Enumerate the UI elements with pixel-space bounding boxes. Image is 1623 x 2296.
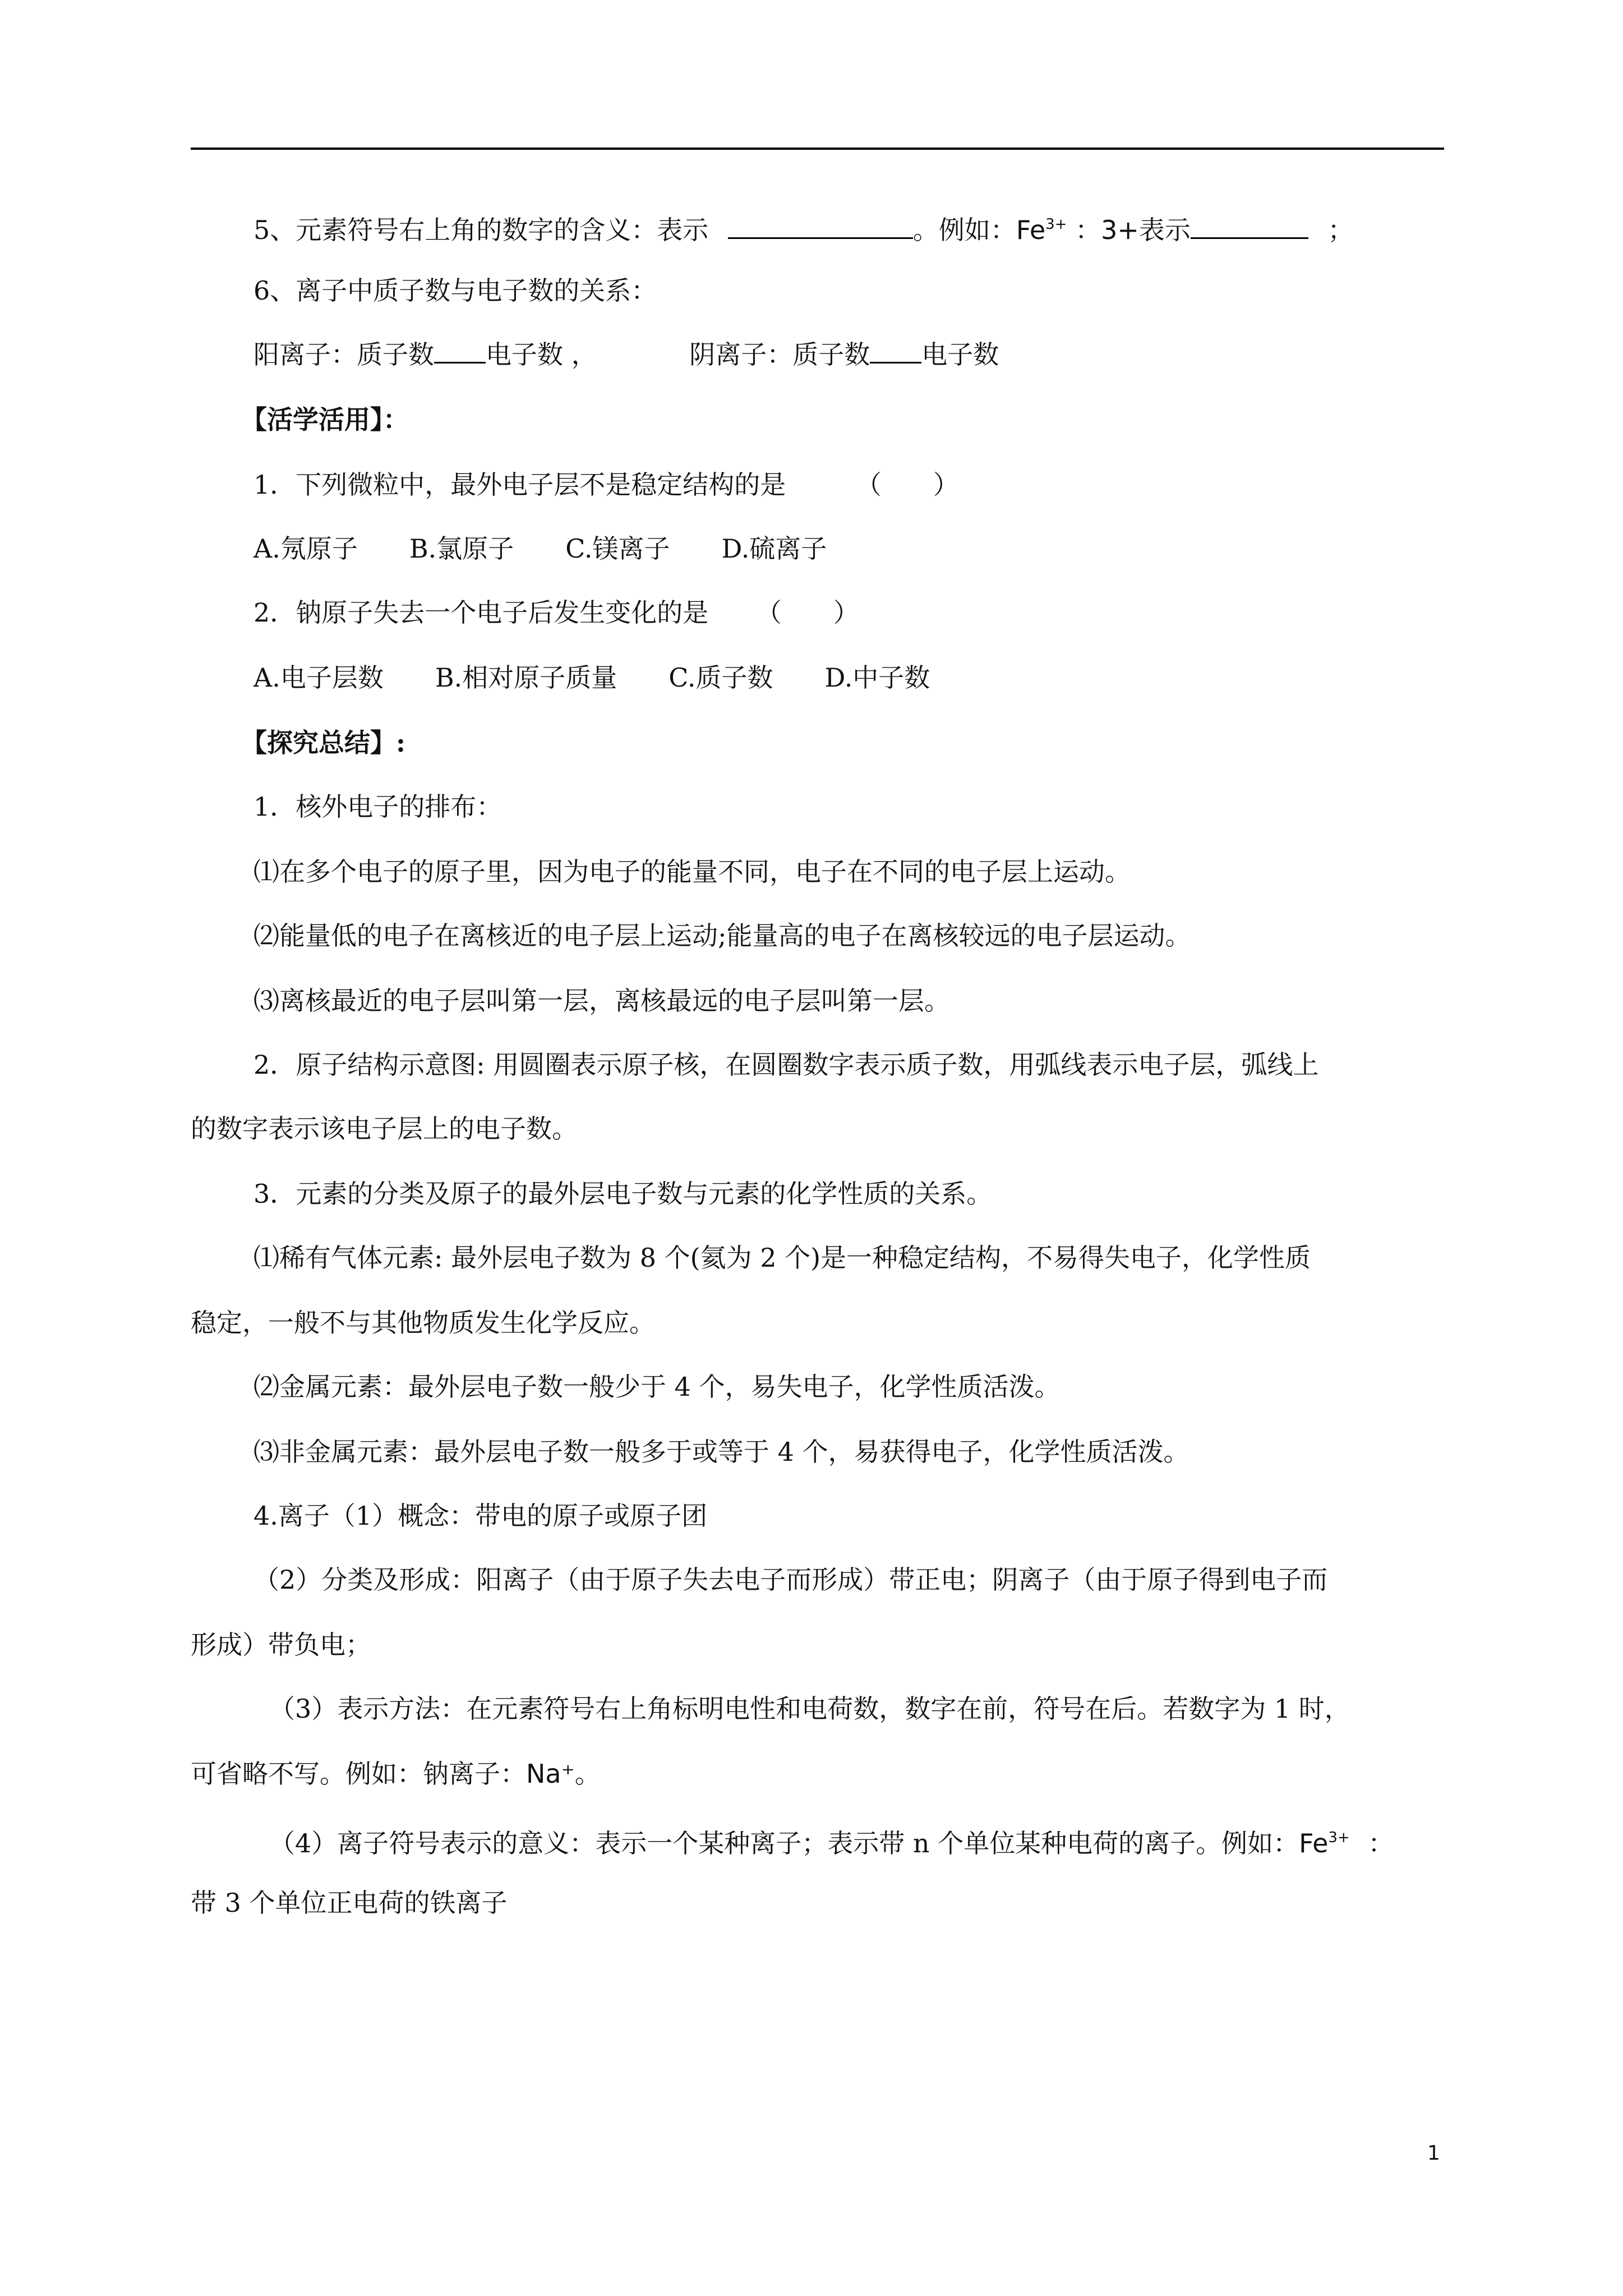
item-5-mid: 。例如： <box>912 215 1016 245</box>
anion-label: 阴离子：质子数 <box>689 339 870 370</box>
summary-4b-line2: 形成）带负电； <box>191 1630 371 1660</box>
summary-4d-colon: ： <box>1368 1828 1394 1858</box>
summary-2-line2: 的数字表示该电子层上的电子数。 <box>191 1114 578 1144</box>
cation-label: 阳离子：质子数 <box>253 339 434 370</box>
blank-anion[interactable] <box>870 361 921 364</box>
summary-4c-line2 <box>191 1758 601 1789</box>
summary-4d-line2: 带 3 个单位正电荷的铁离子 <box>191 1888 508 1918</box>
summary-3a-line2: 稳定，一般不与其他物质发生化学反应。 <box>191 1308 655 1338</box>
item-5-colon-part: ：3+表示 <box>1075 215 1191 245</box>
practice-2-answer-paren[interactable]: （ ） <box>755 597 859 628</box>
fe-charge: 3+ <box>1045 216 1067 233</box>
summary-2-line1: 2．原子结构示意图: 用圆圈表示原子核，在圆圈数字表示质子数，用弧线表示电子层，弧线上 <box>253 1050 1319 1080</box>
summary-4c-line1: （3）表示方法：在元素符号右上角标明电性和电荷数，数字在前，符号在后。若数字为 1 时， <box>269 1694 1350 1724</box>
practice-2-options: A.电子层数 B.相对原子质量 C.质子数 D.中子数 <box>253 662 930 693</box>
summary-4b-line1: （2）分类及形成：阳离子（由于原子失去电子而形成）带正电；阴离子（由于原子得到电子而 <box>253 1565 1328 1595</box>
page-number: 1 <box>1427 2142 1440 2165</box>
practice-2-question: 2．钠原子失去一个电子后发生变化的是 <box>253 597 709 628</box>
summary-4a: 4.离子（1）概念：带电的原子或原子团 <box>253 1501 708 1531</box>
section-apply-heading: 【活学活用】： <box>241 404 409 435</box>
practice-2 <box>253 597 859 628</box>
anion-electron: 电子数 <box>921 339 999 370</box>
practice-1-answer-paren[interactable]: （ ） <box>855 470 959 500</box>
summary-3c: ⑶非金属元素：最外层电子数一般多于或等于 4 个，易获得电子，化学性质活泼。 <box>253 1437 1189 1467</box>
item-6-relation <box>253 339 999 370</box>
header-rule <box>191 148 1444 150</box>
fe-symbol: Fe <box>1016 215 1046 245</box>
practice-1 <box>253 469 959 500</box>
item-5-end: ； <box>1327 215 1354 245</box>
item-5 <box>253 209 1354 246</box>
blank-meaning[interactable] <box>728 237 913 239</box>
fe-charge-2: 3+ <box>1328 1829 1350 1846</box>
summary-3a-line1: ⑴稀有气体元素: 最外层电子数为 8 个(氦为 2 个)是一种稳定结构，不易得失电子，化学性质 <box>253 1243 1311 1273</box>
comma: ， <box>571 339 597 370</box>
summary-4c-text: 可省略不写。例如：钠离子： <box>191 1759 526 1789</box>
summary-1a: ⑴在多个电子的原子里，因为电子的能量不同，电子在不同的电子层上运动。 <box>253 857 1131 887</box>
practice-1-options: A.氖原子 B.氯原子 C.镁离子 D.硫离子 <box>253 533 827 564</box>
summary-3-title: 3．元素的分类及原子的最外层电子数与元素的化学性质的关系。 <box>253 1179 993 1209</box>
blank-3plus[interactable] <box>1191 237 1308 239</box>
summary-1b: ⑵能量低的电子在离核近的电子层上运动;能量高的电子在离核较远的电子层运动。 <box>253 921 1191 951</box>
practice-1-question: 1．下列微粒中，最外电子层不是稳定结构的是 <box>253 470 786 500</box>
summary-1-title: 1．核外电子的排布： <box>253 792 502 822</box>
summary-3b: ⑵金属元素：最外层电子数一般少于 4 个，易失电子，化学性质活泼。 <box>253 1372 1061 1402</box>
blank-cation[interactable] <box>434 361 486 364</box>
item-5-prefix: 5、元素符号右上角的数字的含义：表示 <box>253 215 709 245</box>
fe-symbol-2: Fe <box>1299 1828 1329 1858</box>
summary-4d-text: （4）离子符号表示的意义：表示一个某种离子；表示带 n 个单位某种电荷的离子。例如： <box>269 1828 1299 1858</box>
summary-1c: ⑶离核最近的电子层叫第一层，离核最远的电子层叫第一层。 <box>253 986 950 1016</box>
item-6-title: 6、离子中质子数与电子数的关系： <box>253 275 657 306</box>
section-summary-heading: 【探究总结】: <box>241 728 405 758</box>
summary-4c-end: 。 <box>574 1759 601 1789</box>
cation-electron: 电子数 <box>486 339 563 370</box>
summary-4d-line1 <box>269 1822 1394 1859</box>
na-ion-symbol: Na⁺ <box>526 1759 575 1789</box>
